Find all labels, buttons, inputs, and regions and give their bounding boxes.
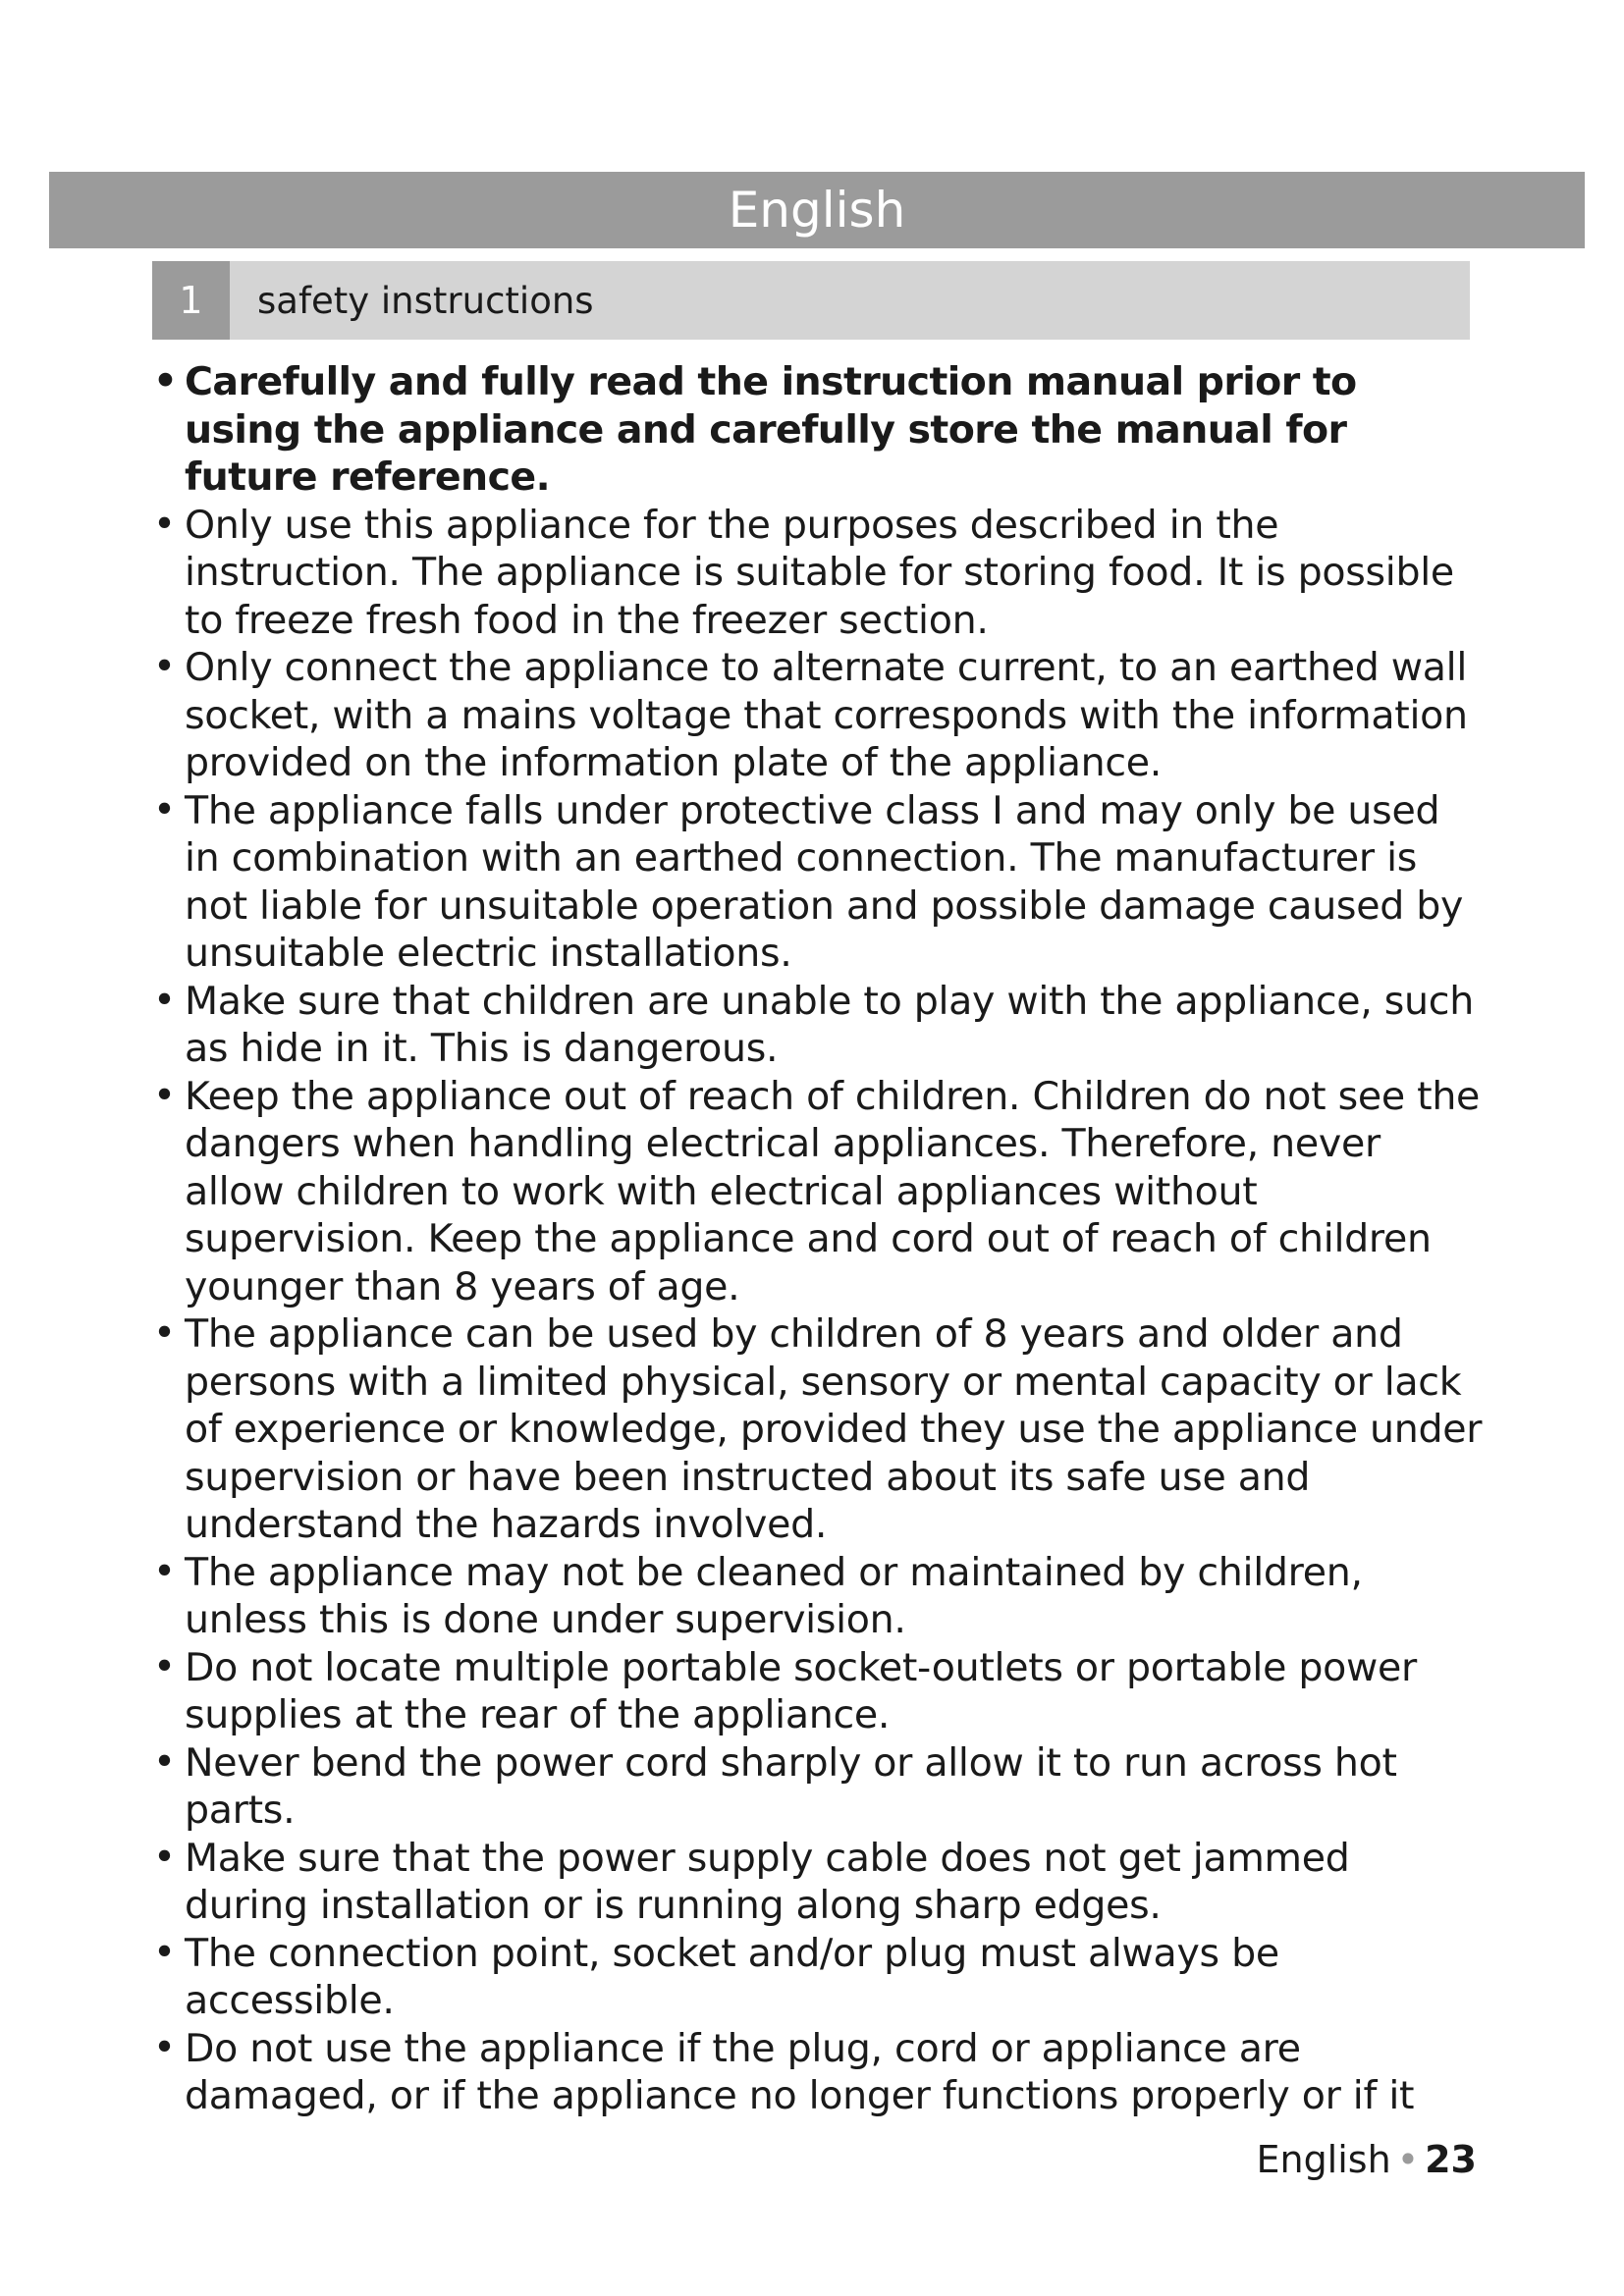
list-item-text: Never bend the power cord sharply or allow it to run across hot parts. (185, 1739, 1397, 1833)
bullet-icon: • (153, 787, 176, 832)
list-item-text: Make sure that children are unable to play with the appliance, such as hide in it. This is dangerous. (185, 978, 1474, 1071)
bullet-icon: • (153, 2025, 176, 2070)
list-item-text: The appliance can be used by children of 8 years and older and persons with a limited physical, sensory or mental capacity or lack of experience or knowledge, provided they use the appliance under supervision or have been instructed about its safe use and understand the hazards involved. (185, 1311, 1483, 1547)
bullet-icon: • (153, 978, 176, 1023)
list-item (149, 1739, 1485, 1835)
list-item-text: The appliance may not be cleaned or maintained by children, unless this is done under supervision. (185, 1549, 1363, 1642)
bullet-icon: • (153, 1835, 176, 1880)
list-item-text: Carefully and fully read the instruction manual prior to using the appliance and carefully store the manual for future reference. (185, 359, 1357, 500)
section-title: safety instructions (257, 279, 594, 322)
list-item (149, 978, 1485, 1073)
list-item (149, 644, 1485, 787)
list-item (149, 1073, 1485, 1311)
bullet-icon: • (153, 1549, 176, 1594)
list-item-text: Keep the appliance out of reach of children. Children do not see the dangers when handling electrical appliances. Therefore, never allow children to work with electrical appliances without supervision. Keep the appliance and cord out of reach of children younger than 8 years of age. (185, 1073, 1481, 1309)
list-item-text: Do not locate multiple portable socket-outlets or portable power supplies at the rear of the appliance. (185, 1644, 1417, 1737)
page-number: 23 (1425, 2138, 1477, 2181)
list-item (149, 1310, 1485, 1549)
list-item (149, 358, 1485, 502)
list-item (149, 787, 1485, 978)
bullet-icon: • (153, 1073, 176, 1118)
list-item (149, 1549, 1485, 1644)
list-item-text: Make sure that the power supply cable does not get jammed during installation or is running along sharp edges. (185, 1835, 1350, 1928)
section-heading (152, 261, 1470, 340)
bullet-icon: • (153, 1739, 176, 1785)
list-item (149, 1644, 1485, 1739)
list-item-text: Only connect the appliance to alternate current, to an earthed wall socket, with a mains voltage that corresponds with the information provided on the information plate of the appliance. (185, 645, 1468, 785)
list-item-text: Do not use the appliance if the plug, cord or appliance are damaged, or if the appliance no longer functions properly or if it (185, 2025, 1415, 2118)
list-item (149, 502, 1485, 645)
bullet-icon: • (153, 359, 178, 403)
list-item (149, 1930, 1485, 2025)
footer-language: English (1256, 2138, 1391, 2181)
page-footer (1256, 2138, 1477, 2181)
language-header-label: English (728, 182, 906, 239)
list-item-text: The connection point, socket and/or plug must always be accessible. (185, 1930, 1279, 2023)
safety-instructions-list-container (149, 358, 1485, 2120)
language-header-bar (49, 172, 1585, 248)
bullet-icon: • (153, 645, 176, 689)
bullet-icon: • (153, 502, 176, 547)
bullet-icon: • (153, 1930, 176, 1975)
section-number: 1 (152, 261, 230, 340)
footer-separator: • (1396, 2138, 1420, 2181)
bullet-icon: • (153, 1311, 176, 1356)
list-item-text: The appliance falls under protective class I and may only be used in combination with an earthed connection. The manufacturer is not liable for unsuitable operation and possible damage caused by unsuitable electric installations. (185, 787, 1464, 976)
list-item (149, 1835, 1485, 1930)
list-item-text: Only use this appliance for the purposes described in the instruction. The appliance is suitable for storing food. It is possible to freeze fresh food in the freezer section. (185, 502, 1454, 643)
safety-instructions-list (149, 358, 1485, 2120)
list-item (149, 2025, 1485, 2120)
bullet-icon: • (153, 1644, 176, 1689)
